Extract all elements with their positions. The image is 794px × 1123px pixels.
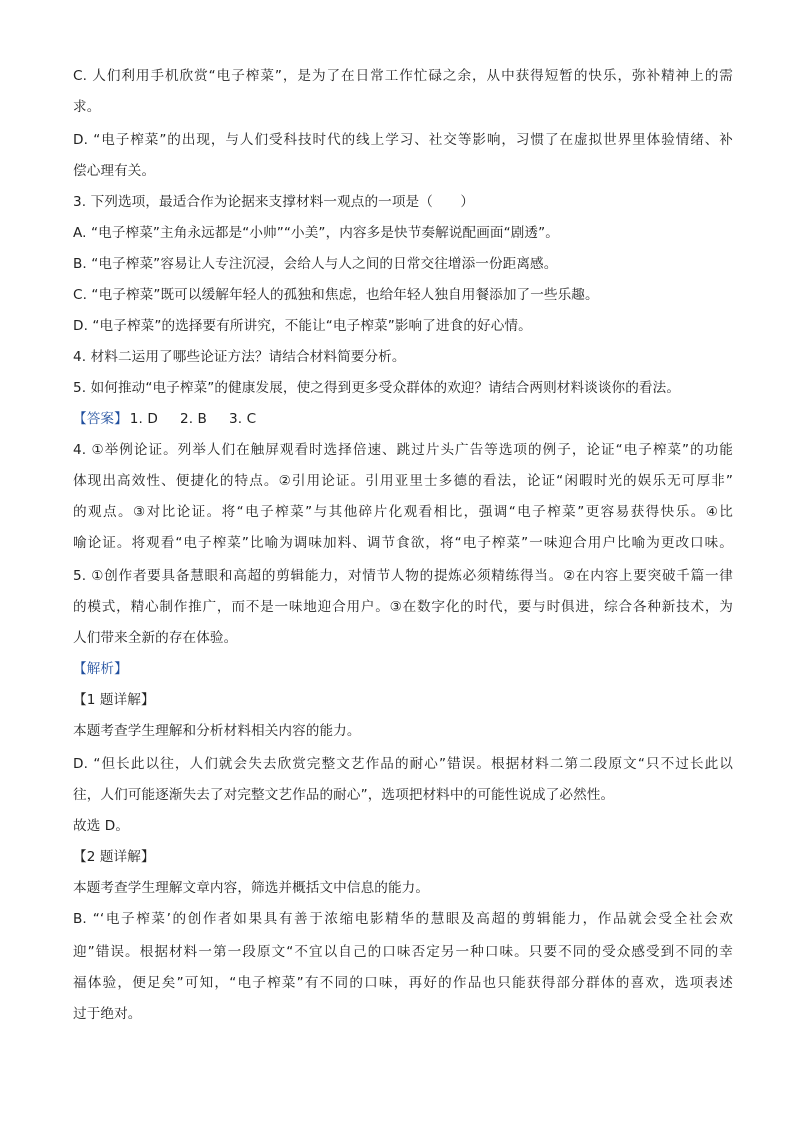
detail-1-line-1: D. “但长此以往，人们就会失去欣赏完整文艺作品的耐心”错误。根据材料二第二段原文“只不过长此以: [73, 756, 733, 772]
answer-5-line-1: 5. ①创作者要具备慧眼和高超的剪辑能力，对情节人物的提炼必须精练得当。②在内容上要突破千篇一律: [73, 568, 733, 584]
option-2c-line-1: C. 人们利用手机欣赏“电子榨菜”，是为了在日常工作忙碌之余，从中获得短暂的快乐，弥补精神上的需: [73, 68, 733, 84]
answer-5-line-2: 的模式，精心制作推广，而不是一味地迎合用户。③在数字化的时代，要与时俱进，综合各种新技术，为: [73, 599, 733, 615]
option-3a: A. “电子榨菜”主角永远都是“小帅”“小美”，内容多是快节奏解说配画面“剧透”。: [73, 225, 559, 241]
option-3d: D. “电子榨菜”的选择要有所讲究，不能让“电子榨菜”影响了进食的好心情。: [73, 318, 532, 334]
answer-2: 2. B: [179, 411, 207, 427]
answer-4-line-1: 4. ①举例论证。列举人们在触屏观看时选择倍速、跳过片头广告等选项的例子，论证“电子榨菜”的功能: [73, 442, 733, 458]
option-2d-line-2: 偿心理有关。: [73, 163, 156, 179]
analysis-header: 【解析】: [73, 661, 128, 677]
option-2c-line-2: 求。: [73, 99, 101, 115]
detail-2-intro: 本题考查学生理解文章内容，筛选并概括文中信息的能力。: [73, 880, 430, 896]
answer-line: [73, 409, 733, 429]
detail-2-line-2: 迎”错误。根据材料一第一段原文“不宜以自己的口味否定另一种口味。只要不同的受众感受到不同的幸: [73, 944, 733, 960]
detail-2-line-3: 福体验，便足矣”可知，“电子榨菜”有不同的口味，再好的作品也只能获得部分群体的喜欢，选项表述: [73, 975, 733, 991]
answer-4-line-3: 的观点。③对比论证。将“电子榨菜”与其他碎片化观看相比，强调“电子榨菜”更容易获得快乐。④比: [73, 504, 733, 520]
option-2d-line-1: D. “电子榨菜”的出现，与人们受科技时代的线上学习、社交等影响，习惯了在虚拟世界里体验情绪、补: [73, 132, 733, 148]
question-3: 3. 下列选项，最适合作为论据来支撑材料一观点的一项是（ ）: [73, 194, 475, 210]
answer-5-line-3: 人们带来全新的存在体验。: [73, 630, 238, 646]
option-3c: C. “电子榨菜”既可以缓解年轻人的孤独和焦虑，也给年轻人独自用餐添加了一些乐趣。: [73, 287, 599, 303]
detail-1-line-3: 故选 D。: [73, 818, 130, 834]
answer-1: 1. D: [129, 411, 158, 427]
detail-1-intro: 本题考查学生理解和分析材料相关内容的能力。: [73, 723, 361, 739]
question-4: 4. 材料二运用了哪些论证方法？请结合材料简要分析。: [73, 349, 406, 365]
answer-3: 3. C: [228, 411, 257, 427]
answer-label: 【答案】: [73, 411, 128, 427]
detail-2-header: 【2 题详解】: [73, 849, 155, 865]
detail-2-line-1: B. “‘电子榨菜’的创作者如果具有善于浓缩电影精华的慧眼及高超的剪辑能力，作品就会受全社会欢: [73, 911, 733, 927]
detail-1-header: 【1 题详解】: [73, 692, 155, 708]
answer-4-line-4: 喻论证。将观看“电子榨菜”比喻为调味加料、调节食欲，将“电子榨菜”一味迎合用户比喻为更改口味。: [73, 535, 733, 551]
option-3b: B. “电子榨菜”容易让人专注沉浸，会给人与人之间的日常交往增添一份距离感。: [73, 256, 558, 272]
detail-2-line-4: 过于绝对。: [73, 1006, 142, 1022]
answer-4-line-2: 体现出高效性、便捷化的特点。②引用论证。引用亚里士多德的看法，论证“闲暇时光的娱乐无可厚非”: [73, 473, 733, 489]
detail-1-line-2: 往，人们可能逐渐失去了对完整文艺作品的耐心”，选项把材料中的可能性说成了必然性。: [73, 787, 615, 803]
question-5: 5. 如何推动“电子榨菜”的健康发展，使之得到更多受众群体的欢迎？请结合两则材料谈谈你的看法。: [73, 380, 681, 396]
